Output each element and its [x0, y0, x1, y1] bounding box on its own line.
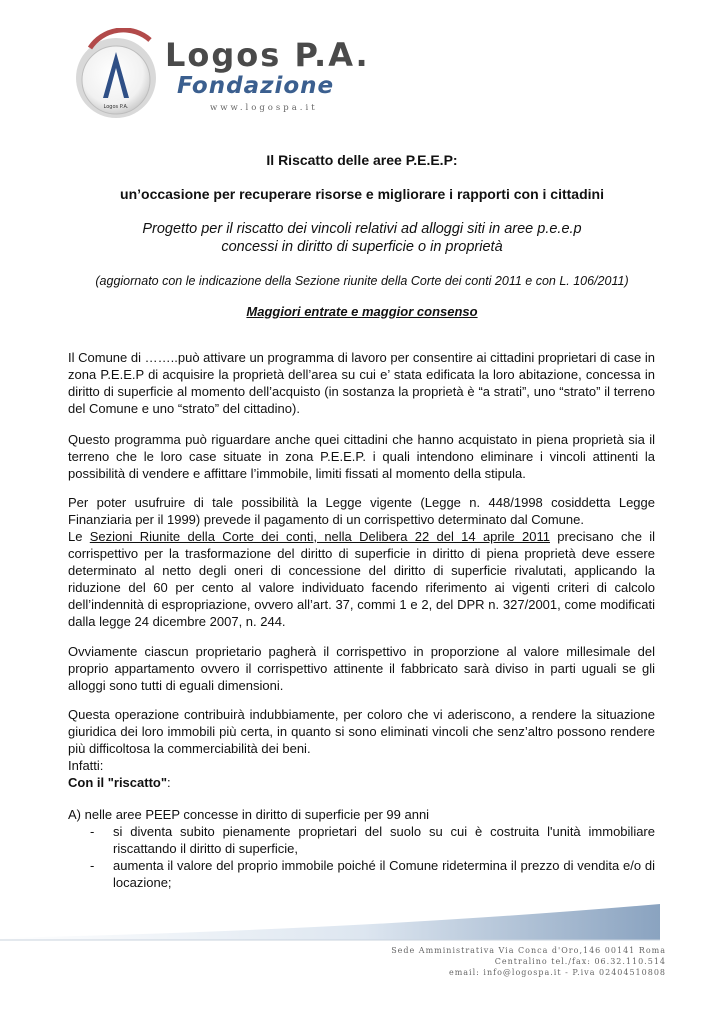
section-a-list: [68, 823, 655, 891]
logo-subtitle: Fondazione: [177, 73, 335, 99]
delibera-reference: Sezioni Riunite della Corte dei conti, nella Delibera 22 del 14 aprile 2011: [89, 529, 550, 544]
infatti-label: Infatti:: [68, 758, 104, 773]
list-item-text: aumenta il valore del proprio immobile poiché il Comune ridetermina il prezzo di vendita e/o di locazione;: [113, 858, 655, 890]
riscatto-colon: :: [167, 775, 171, 790]
section-a-heading: A) nelle aree PEEP concesse in diritto di superficie per 99 anni: [68, 807, 430, 822]
update-note: (aggiornato con le indicazione della Sezione riunite della Corte dei conti 2011 e con L. 106/2011): [95, 274, 629, 288]
paragraph-3: [68, 494, 655, 630]
emblem-label: Logos P.A.: [103, 104, 129, 110]
footer-line-3: email: info@logospa.it - P.iva 02404510808: [448, 968, 666, 977]
footer-address: [391, 945, 666, 978]
paragraph-5-text: Questa operazione contribuirà indubbiamente, per coloro che vi aderiscono, a rendere la situazione giuridica dei loro immobili più certa, in quanto si sono eliminati vincoli che senz’altro possono rendere più difficoltosa la commerciabilità dei beni.: [68, 707, 655, 756]
footer-line-1: Sede Amministrativa Via Conca d'Oro,146 00141 Roma: [391, 946, 666, 955]
logo-title: Logos P.A.: [165, 36, 370, 74]
p3b-prefix: Le: [68, 529, 90, 544]
paragraph-2: Questo programma può riguardare anche quei cittadini che hanno acquistato in piena proprietà sia il terreno che le loro case situate in zona P.E.E.P. i quali intendono eliminare i vincoli attinenti la possibilità di vendere e affittare l’immobile, limiti fissati al momento della stipula.: [68, 432, 655, 481]
list-item: [68, 857, 655, 891]
footer-line-2: Centralino tel./fax: 06.32.110.514: [494, 957, 666, 966]
paragraph-4: Ovviamente ciascun proprietario pagherà il corrispettivo in proporzione al valore millesimale del proprio appartamento ovvero il corrispettivo attinente il fabbricato sarà diviso in parti uguali se gli alloggi sono tutti di eguali dimensioni.: [68, 644, 655, 693]
project-line-2: concessi in diritto di superficie o in proprietà: [221, 239, 503, 255]
p3b-rest: precisano che il corrispettivo per la trasformazione del diritto di superficie in diritto di piena proprietà deve essere determinato al netto degli oneri di concessione del diritto di superficie rivalutati, applicando la riduzione del 60 per cento al valore individuato facendo riferimento ai vigenti criteri di calcolo dell’indennità di espropriazione, ovvero all’art. 37, commi 1 e 2, del DPR n. 327/2001, come modificati dalla legge 24 dicembre 2007, n. 244.: [68, 529, 655, 629]
riscatto-heading: [68, 774, 655, 791]
bullet-dash: -: [90, 858, 95, 873]
paragraph-5: [68, 706, 655, 791]
section-a: [68, 806, 655, 891]
logo: [70, 28, 370, 124]
list-item: [68, 823, 655, 857]
project-description: [0, 220, 724, 256]
slogan: Maggiori entrate e maggior consenso: [246, 304, 478, 319]
riscatto-bold: Con il "riscatto": [68, 775, 168, 790]
list-item-text: si diventa subito pienamente proprietari del suolo su cui è costruita l'unità immobiliare riscattando il diritto di superficie,: [113, 824, 655, 856]
paragraph-3a: Per poter usufruire di tale possibilità la Legge vigente (Legge n. 448/1998 cosiddetta Legge Finanziaria per il 1999) prevede il pagamento di un corrispettivo determinato dal Comune.: [68, 495, 655, 527]
document-title: Il Riscatto delle aree P.E.E.P:: [266, 152, 458, 168]
paragraph-1: Il Comune di ……..può attivare un programma di lavoro per consentire ai cittadini proprietari di case in zona P.E.E.P di acquisire la proprietà dell’area su cui e’ stata edificata la loro abitazione, concessa in diritto di superficie al momento dell’acquisto (in sostanza la proprietà è “a strati”, uno “strato” il terreno del Comune e uno “strato” del cittadino).: [68, 350, 655, 416]
paragraph-3b: [68, 528, 655, 630]
logo-emblem: [70, 28, 170, 124]
logo-url: www.logospa.it: [210, 103, 318, 113]
document-subtitle: un’occasione per recuperare risorse e migliorare i rapporti con i cittadini: [120, 186, 604, 202]
footer-band: [0, 896, 724, 946]
bullet-dash: -: [90, 824, 95, 839]
project-line-1: Progetto per il riscatto dei vincoli relativi ad alloggi siti in aree p.e.e.p: [142, 221, 582, 237]
